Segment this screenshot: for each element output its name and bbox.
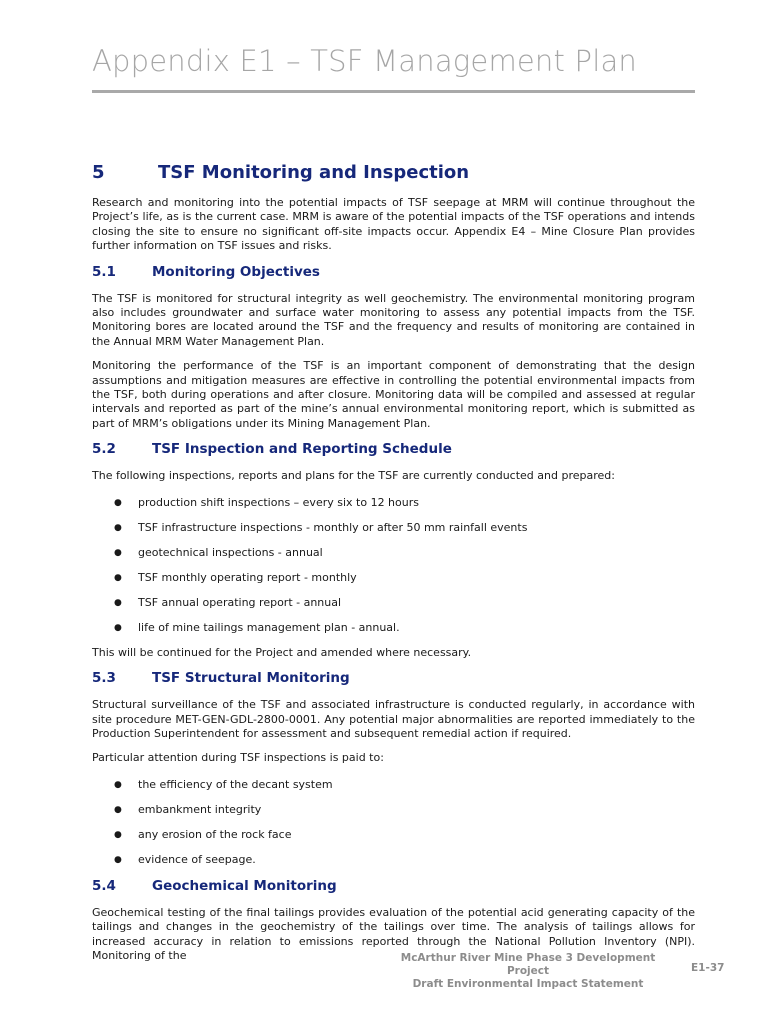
paragraph: Geochemical testing of the final tailings provides evaluation of the potential acid generating capacity of the tailings and changes in the geochemistry of the tailings over time. The analysis of tailings allows for increased accuracy in relation to emissions reported through the National Pollution Inventory (NPI). Monitoring of the bbox=[92, 905, 695, 962]
subsection-number: 5.1 bbox=[92, 263, 116, 280]
bullet-icon: ● bbox=[114, 779, 122, 790]
list-item: ● any erosion of the rock face bbox=[92, 828, 695, 842]
footer-project-title bbox=[390, 952, 666, 991]
bullet-icon: ● bbox=[114, 804, 122, 815]
list-item: ● production shift inspections – every six to 12 hours bbox=[92, 496, 695, 510]
page-header-title: Appendix E1 – TSF Management Plan bbox=[92, 44, 637, 78]
subsection-heading-5-4 bbox=[92, 878, 695, 894]
bullet-list bbox=[92, 778, 695, 867]
bullet-list bbox=[92, 496, 695, 635]
list-item: ● embankment integrity bbox=[92, 803, 695, 817]
bullet-icon: ● bbox=[114, 854, 122, 865]
page-number: E1-37 bbox=[691, 962, 725, 974]
paragraph: The following inspections, reports and plans for the TSF are currently conducted and prepared: bbox=[92, 469, 615, 483]
bullet-icon: ● bbox=[114, 497, 122, 508]
document-body bbox=[92, 162, 695, 973]
footer-line: Draft Environmental Impact Statement bbox=[412, 978, 644, 990]
section-intro-paragraph: Research and monitoring into the potential impacts of TSF seepage at MRM will continue throughout the Project’s life, as is the current case. MRM is aware of the potential impacts of the TSF operations and intends closing the site to ensure no significant off-site impacts occur. Appendix E4 – Mine Closure Plan provides further information on TSF issues and risks. bbox=[92, 196, 695, 253]
bullet-icon: ● bbox=[114, 522, 122, 533]
list-item: ● TSF infrastructure inspections - monthly or after 50 mm rainfall events bbox=[92, 521, 695, 535]
paragraph: Particular attention during TSF inspections is paid to: bbox=[92, 751, 384, 765]
bullet-icon: ● bbox=[114, 572, 122, 583]
paragraph: This will be continued for the Project and amended where necessary. bbox=[92, 645, 472, 659]
subsection-title: Monitoring Objectives bbox=[152, 263, 320, 280]
bullet-icon: ● bbox=[114, 547, 122, 558]
subsection-heading-5-1 bbox=[92, 264, 695, 280]
section-heading-5 bbox=[92, 162, 695, 183]
subsection-title: TSF Structural Monitoring bbox=[152, 670, 350, 687]
subsection-title: Geochemical Monitoring bbox=[152, 877, 337, 894]
bullet-icon: ● bbox=[114, 597, 122, 608]
paragraph: Monitoring the performance of the TSF is an important component of demonstrating that the design assumptions and mitigation measures are effective in controlling the potential environmental impacts from the TSF, both during operations and after closure. Monitoring data will be compiled and assessed at regular intervals and reported as part of the mine’s annual environmental monitoring report, which is submitted as part of MRM’s obligations under its Mining Management Plan. bbox=[92, 359, 695, 430]
bullet-icon: ● bbox=[114, 622, 122, 633]
subsection-heading-5-3 bbox=[92, 670, 695, 686]
bullet-icon: ● bbox=[114, 829, 122, 840]
list-item: ● life of mine tailings management plan - annual. bbox=[92, 621, 695, 635]
subsection-number: 5.3 bbox=[92, 670, 116, 687]
subsection-number: 5.2 bbox=[92, 441, 116, 458]
list-item: ● evidence of seepage. bbox=[92, 853, 695, 867]
list-item: ● TSF monthly operating report - monthly bbox=[92, 571, 695, 585]
list-item: ● geotechnical inspections - annual bbox=[92, 546, 695, 560]
section-number: 5 bbox=[92, 162, 105, 183]
header-divider bbox=[92, 90, 695, 93]
list-item: ● the efficiency of the decant system bbox=[92, 778, 695, 792]
subsection-title: TSF Inspection and Reporting Schedule bbox=[152, 441, 452, 458]
paragraph: The TSF is monitored for structural integrity as well geochemistry. The environmental monitoring program also includes groundwater and surface water monitoring to assess any potential impacts from the TSF. Monitoring bores are located around the TSF and the frequency and results of monitoring are contained in the Annual MRM Water Management Plan. bbox=[92, 291, 695, 348]
list-item: ● TSF annual operating report - annual bbox=[92, 596, 695, 610]
subsection-heading-5-2 bbox=[92, 441, 695, 457]
subsection-number: 5.4 bbox=[92, 877, 116, 894]
section-title: TSF Monitoring and Inspection bbox=[158, 162, 470, 183]
paragraph: Structural surveillance of the TSF and associated infrastructure is conducted regularly, in accordance with site procedure MET-GEN-GDL-2800-0001. Any potential major abnormalities are reported immediately to the Production Superintendent for assessment and subsequent remedial action if required. bbox=[92, 698, 695, 740]
footer-line: McArthur River Mine Phase 3 Development Project bbox=[400, 952, 656, 977]
